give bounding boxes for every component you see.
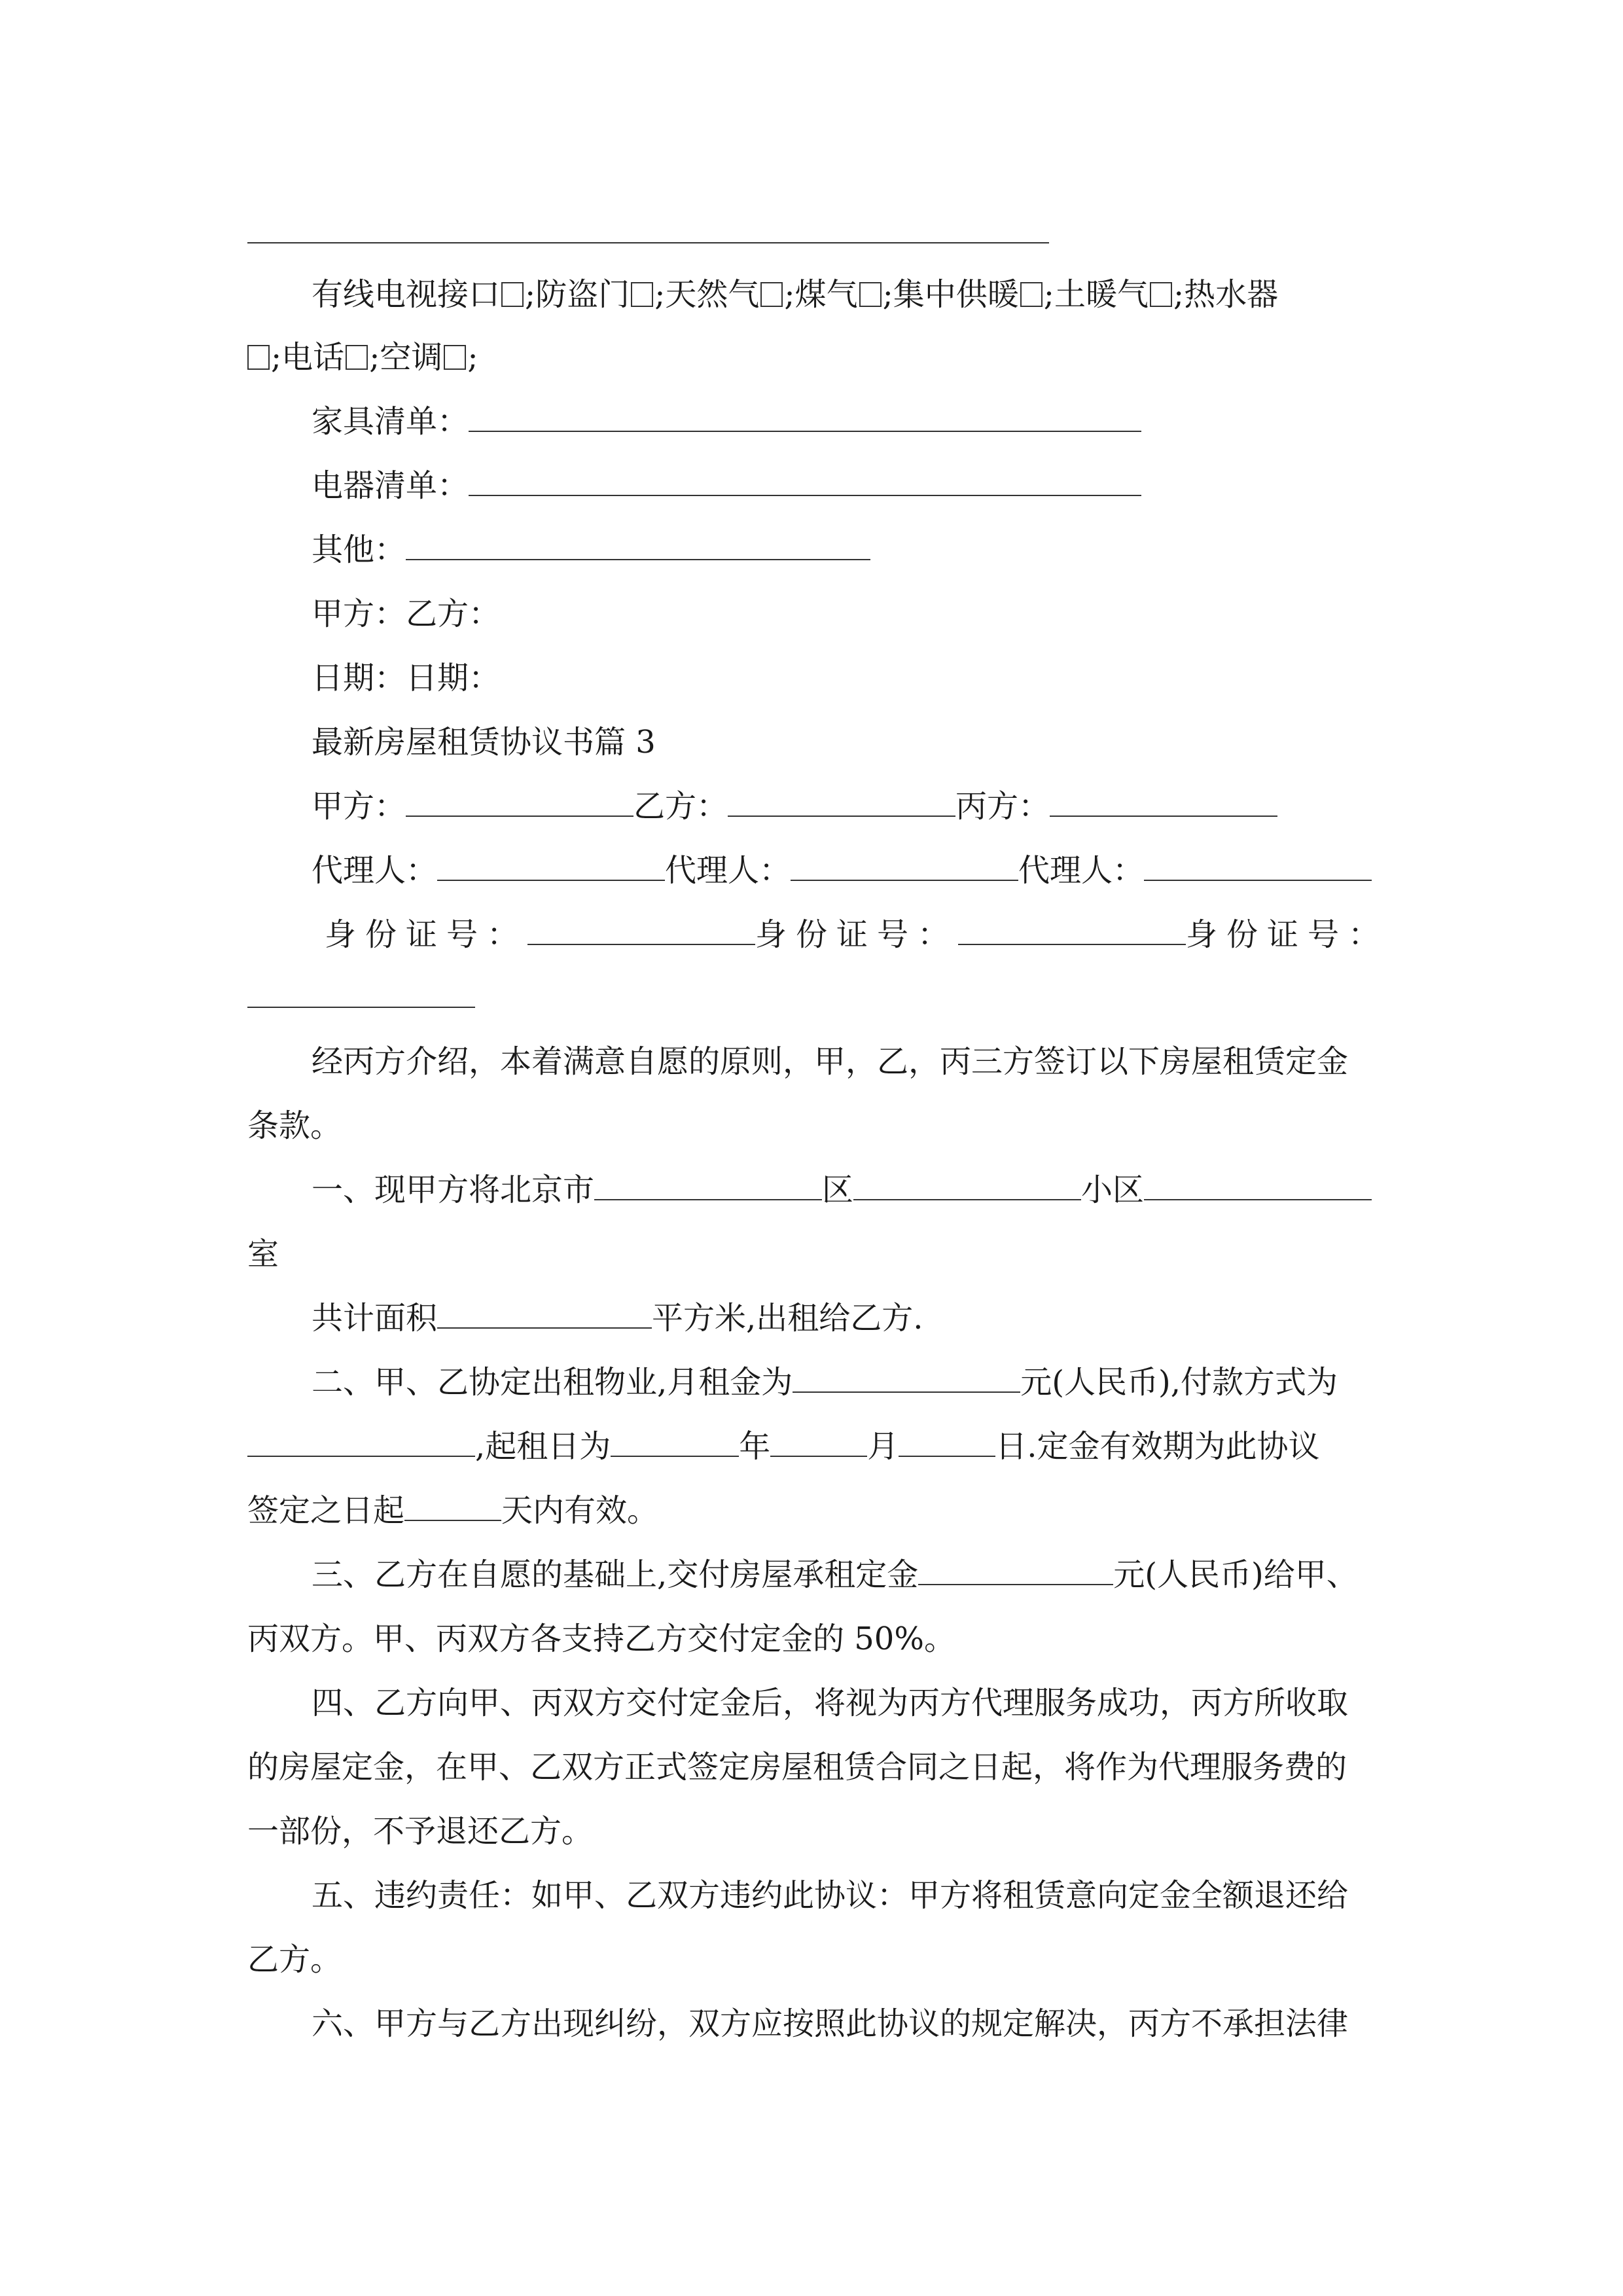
furniture-label: 家具清单：: [312, 403, 469, 440]
facility-security-door: ;防盗门: [525, 276, 630, 313]
signature-parties: 甲方：乙方：: [312, 596, 501, 632]
facility-water-heater: ;热水器: [1173, 276, 1279, 313]
other-label: 其他：: [312, 531, 406, 568]
id-a-blank[interactable]: [527, 916, 755, 945]
agent-b-label: 代理人：: [665, 852, 791, 889]
clause-1-line-1: [247, 1170, 1380, 1210]
clause-3-text-b: 元(人民币)给甲、: [1113, 1556, 1358, 1593]
clause-2-line-2: [247, 1427, 1380, 1466]
checkbox-air-conditioner[interactable]: [444, 345, 466, 370]
furniture-list-line: [247, 402, 1380, 441]
clause-4-line-1: 四、乙方向甲、丙双方交付定金后，将视为丙方代理服务成功，丙方所收取: [312, 1685, 1349, 1721]
checkbox-natural-gas[interactable]: [760, 282, 783, 307]
id-c-line: [247, 978, 1380, 1017]
id-numbers-line: [247, 915, 1389, 954]
checkbox-phone[interactable]: [346, 345, 368, 370]
party-b-blank[interactable]: [728, 788, 955, 817]
agent-a-label: 代理人：: [312, 852, 438, 889]
facility-phone: ;电话: [271, 339, 345, 376]
appliance-blank[interactable]: [469, 467, 1141, 496]
checkbox-central-heating[interactable]: [1020, 282, 1043, 307]
id-c-label: 身份证号：: [1186, 916, 1389, 953]
area-blank[interactable]: [437, 1300, 652, 1329]
other-line: [247, 530, 1380, 569]
checkbox-coal-gas[interactable]: [859, 282, 882, 307]
clause-2-text-h: 天内有效。: [501, 1492, 659, 1529]
clause-2-text-b: 元(人民币),付款方式为: [1020, 1364, 1338, 1401]
agent-a-blank[interactable]: [437, 852, 665, 881]
clause-5-line-2: 乙方。: [247, 1941, 342, 1978]
facility-local-heating: ;土暖气: [1043, 276, 1149, 313]
signature-dates: 日期：日期：: [312, 660, 501, 696]
clause-2-text-f: 日.定金有效期为此协议: [995, 1428, 1320, 1465]
clause-2-text-e: 月: [867, 1428, 899, 1465]
clause-2-rent-blank[interactable]: [793, 1364, 1020, 1393]
facility-natural-gas: ;天然气: [654, 276, 760, 313]
furniture-blank[interactable]: [469, 403, 1141, 432]
clause-4-line-3: 一部份，不予退还乙方。: [247, 1813, 594, 1850]
clause-1-text-b: 区: [822, 1172, 854, 1208]
clause-2-days-blank[interactable]: [404, 1492, 501, 1521]
appliance-list-line: [247, 466, 1380, 505]
intro-line-1: 经丙方介绍，本着满意自愿的原则，甲，乙，丙三方签订以下房屋租赁定金: [312, 1043, 1349, 1080]
id-c-blank[interactable]: [247, 979, 475, 1008]
clause-2-payment-blank[interactable]: [247, 1428, 475, 1457]
clause-3-deposit-blank[interactable]: [918, 1556, 1113, 1585]
clause-3-line-1: [247, 1555, 1380, 1594]
area-text-a: 共计面积: [312, 1300, 438, 1336]
clause-1-text-a: 一、现甲方将北京市: [312, 1172, 595, 1208]
party-a-label: 甲方：: [312, 788, 406, 825]
clause-1-text-c: 小区: [1081, 1172, 1145, 1208]
agents-line: [247, 851, 1380, 890]
clause-2-year-blank[interactable]: [611, 1428, 739, 1457]
clause-1-community-blank[interactable]: [1144, 1172, 1372, 1200]
clause-5-line-1: 五、违约责任：如甲、乙双方违约此协议：甲方将租赁意向定金全额退还给: [312, 1877, 1349, 1914]
clause-2-line-1: [247, 1363, 1380, 1402]
clause-2-line-3: [247, 1491, 1380, 1530]
top-blank-line: [247, 242, 1049, 243]
id-a-label: 身份证号：: [325, 916, 528, 953]
party-c-blank[interactable]: [1050, 788, 1277, 817]
checkbox-security-door[interactable]: [631, 282, 653, 307]
facilities-line-1: [247, 275, 1380, 314]
checkbox-water-heater[interactable]: [247, 345, 270, 370]
facility-end: ;: [467, 339, 478, 376]
clause-6-line-1: 六、甲方与乙方出现纠纷，双方应按照此协议的规定解决，丙方不承担法律: [312, 2005, 1349, 2042]
clause-2-text-d: 年: [739, 1428, 771, 1465]
clause-3-line-2: 丙双方。甲、丙双方各支持乙方交付定金的 50%。: [247, 1621, 955, 1657]
section-3-title: 最新房屋租赁协议书篇 3: [312, 724, 656, 761]
appliance-label: 电器清单：: [312, 467, 469, 504]
facilities-line-2: [247, 338, 1380, 377]
id-b-blank[interactable]: [958, 916, 1186, 945]
facility-central-heating: ;集中供暖: [882, 276, 1019, 313]
party-b-label: 乙方：: [633, 788, 728, 825]
clause-3-text-a: 三、乙方在自愿的基础上,交付房屋承租定金: [312, 1556, 919, 1593]
clause-2-text-a: 二、甲、乙协定出租物业,月租金为: [312, 1364, 793, 1401]
clause-4-line-2: 的房屋定金，在甲、乙双方正式签定房屋租赁合同之日起，将作为代理服务费的: [247, 1749, 1347, 1785]
intro-line-2: 条款。: [247, 1107, 342, 1144]
area-text-b: 平方米,出租给乙方.: [652, 1300, 923, 1336]
clause-1-city-blank[interactable]: [594, 1172, 822, 1200]
facility-air-conditioner: ;空调: [369, 339, 443, 376]
checkbox-cable-tv[interactable]: [501, 282, 524, 307]
clause-2-month-blank[interactable]: [770, 1428, 867, 1457]
facility-cable-tv: 有线电视接口: [312, 276, 501, 313]
clause-1-line-2: 室: [247, 1236, 279, 1272]
party-a-blank[interactable]: [406, 788, 633, 817]
agent-b-blank[interactable]: [791, 852, 1018, 881]
parties-line: [247, 787, 1380, 826]
clause-2-text-c: ,起租日为: [475, 1428, 611, 1465]
clause-2-text-g: 签定之日起: [247, 1492, 405, 1529]
checkbox-local-heating[interactable]: [1150, 282, 1172, 307]
agent-c-blank[interactable]: [1144, 852, 1372, 881]
clause-2-day-blank[interactable]: [899, 1428, 995, 1457]
clause-1-district-blank[interactable]: [853, 1172, 1081, 1200]
party-c-label: 丙方：: [955, 788, 1050, 825]
id-b-label: 身份证号：: [755, 916, 959, 953]
area-line: [247, 1299, 1380, 1338]
other-blank[interactable]: [406, 531, 870, 560]
agent-c-label: 代理人：: [1018, 852, 1145, 889]
facility-coal-gas: ;煤气: [784, 276, 858, 313]
